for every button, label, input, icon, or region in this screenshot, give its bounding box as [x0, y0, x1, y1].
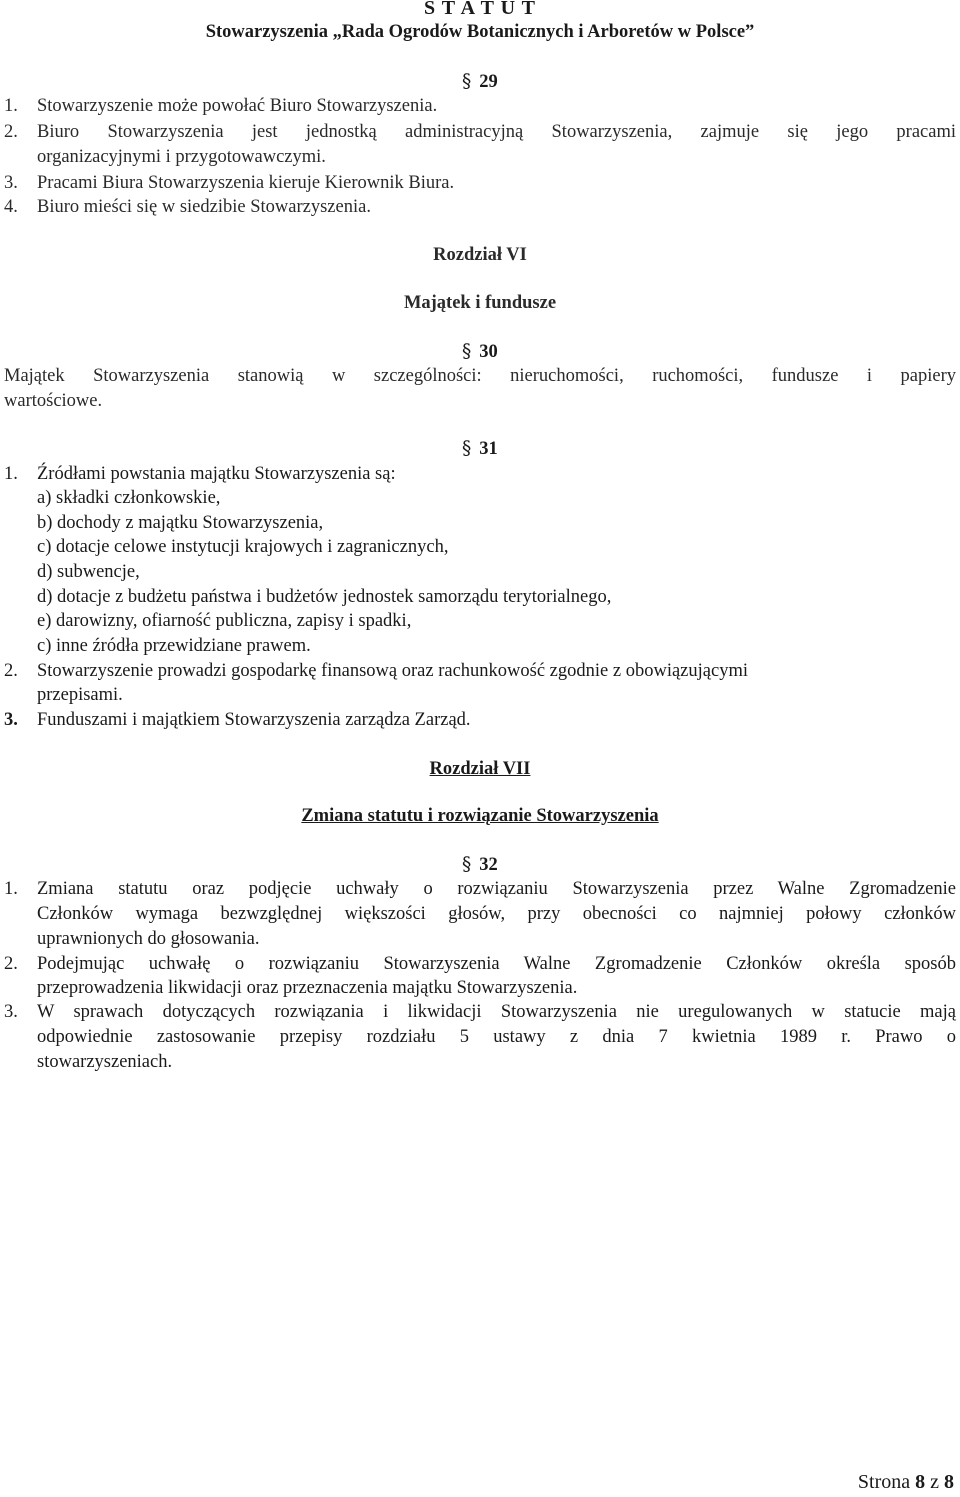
list-item-number: 3.: [4, 710, 18, 730]
funding-source-item: c) dotacje celowe instytucji krajowych i zagranicznych,: [37, 537, 449, 557]
list-item-number: 1.: [4, 879, 18, 899]
list-item-text: Stowarzyszenie może powołać Biuro Stowarzyszenia.: [37, 96, 438, 116]
paragraph-30-number: 30: [479, 342, 498, 362]
list-item-text-continued: przeprowadzenia likwidacji oraz przeznaczenia majątku Stowarzyszenia.: [37, 978, 578, 998]
paragraph-31-heading: [462, 437, 498, 461]
list-item-text: Stowarzyszenie prowadzi gospodarkę finansową oraz rachunkowość zgodnie z obowiązującymi: [37, 661, 748, 681]
funding-source-item: b) dochody z majątku Stowarzyszenia,: [37, 513, 324, 533]
page-number-separator: z: [930, 1471, 939, 1493]
chapter-6-label: Rozdział VI: [433, 245, 527, 265]
paragraph-30-text: Majątek Stowarzyszenia stanowią w szczególności: nieruchomości, ruchomości, fundusze i papiery: [4, 366, 956, 386]
page-number: [858, 1470, 954, 1494]
list-item-number: 3.: [4, 1002, 18, 1022]
list-item-number: 4.: [4, 197, 18, 217]
list-item-number: 2.: [4, 954, 18, 974]
funding-source-item: a) składki członkowskie,: [37, 488, 221, 508]
document-title: S T A T U T: [423, 0, 536, 19]
funding-source-item: e) darowizny, ofiarność publiczna, zapisy i spadki,: [37, 611, 412, 631]
list-item-number: 2.: [4, 122, 18, 142]
list-item-text-continued: uprawnionych do głosowania.: [37, 929, 260, 949]
list-item-text: Zmiana statutu oraz podjęcie uchwały o rozwiązaniu Stowarzyszenia przez Walne Zgromadzenie: [37, 879, 956, 899]
list-item-text-continued: przepisami.: [37, 685, 123, 705]
chapter-6-title: Majątek i fundusze: [403, 293, 557, 313]
list-item-text: Biuro mieści się w siedzibie Stowarzyszenia.: [37, 197, 371, 217]
chapter-7-title: Zmiana statutu i rozwiązanie Stowarzyszenia: [301, 806, 659, 826]
list-item-text: W sprawach dotyczących rozwiązania i likwidacji Stowarzyszenia nie uregulowanych w statucie mają: [37, 1002, 956, 1022]
section-sign-icon: §: [462, 71, 472, 92]
paragraph-30-text-continued: wartościowe.: [4, 391, 103, 411]
funding-source-item: c) inne źródła przewidziane prawem.: [37, 636, 311, 656]
list-item-number: 3.: [4, 173, 18, 193]
paragraph-32-number: 32: [479, 855, 498, 875]
paragraph-29-number: 29: [479, 72, 498, 92]
paragraph-32-heading: [462, 853, 498, 877]
list-item-number: 2.: [4, 661, 18, 681]
paragraph-29-heading: [462, 70, 498, 94]
section-sign-icon: §: [462, 438, 472, 459]
funding-source-item: d) dotacje z budżetu państwa i budżetów jednostek samorządu terytorialnego,: [37, 587, 612, 607]
paragraph-31-number: 31: [479, 439, 498, 459]
current-page: 8: [915, 1471, 926, 1493]
list-item-number: 1.: [4, 464, 18, 484]
list-item-number: 1.: [4, 96, 18, 116]
section-sign-icon: §: [462, 854, 472, 875]
list-item-text-continued: stowarzyszeniach.: [37, 1052, 173, 1072]
document-subtitle: Stowarzyszenia „Rada Ogrodów Botanicznych i Arboretów w Polsce”: [205, 22, 755, 42]
list-item-text-continued: organizacyjnymi i przygotowawczymi.: [37, 147, 326, 167]
chapter-7-label: Rozdział VII: [429, 759, 531, 779]
list-item-text: Podejmując uchwałę o rozwiązaniu Stowarzyszenia Walne Zgromadzenie Członków określa sposób: [37, 954, 956, 974]
list-item-text: Biuro Stowarzyszenia jest jednostką administracyjną Stowarzyszenia, zajmuje się jego pracami: [37, 122, 956, 142]
list-item-text: Funduszami i majątkiem Stowarzyszenia zarządza Zarząd.: [37, 710, 471, 730]
section-sign-icon: §: [462, 341, 472, 362]
list-item-text-continued: Członków wymaga bezwzględnej większości głosów, przy obecności co najmniej połowy członków: [37, 904, 956, 924]
paragraph-30-heading: [462, 340, 498, 364]
list-item-text: Źródłami powstania majątku Stowarzyszenia są:: [37, 464, 396, 484]
list-item-text-continued: odpowiednie zastosowanie przepisy rozdziału 5 ustawy z dnia 7 kwietnia 1989 r. Prawo o: [37, 1027, 956, 1047]
total-pages: 8: [944, 1471, 954, 1493]
page-number-prefix: Strona: [857, 1471, 911, 1493]
list-item-text: Pracami Biura Stowarzyszenia kieruje Kierownik Biura.: [37, 173, 455, 193]
funding-source-item: d) subwencje,: [37, 562, 140, 582]
